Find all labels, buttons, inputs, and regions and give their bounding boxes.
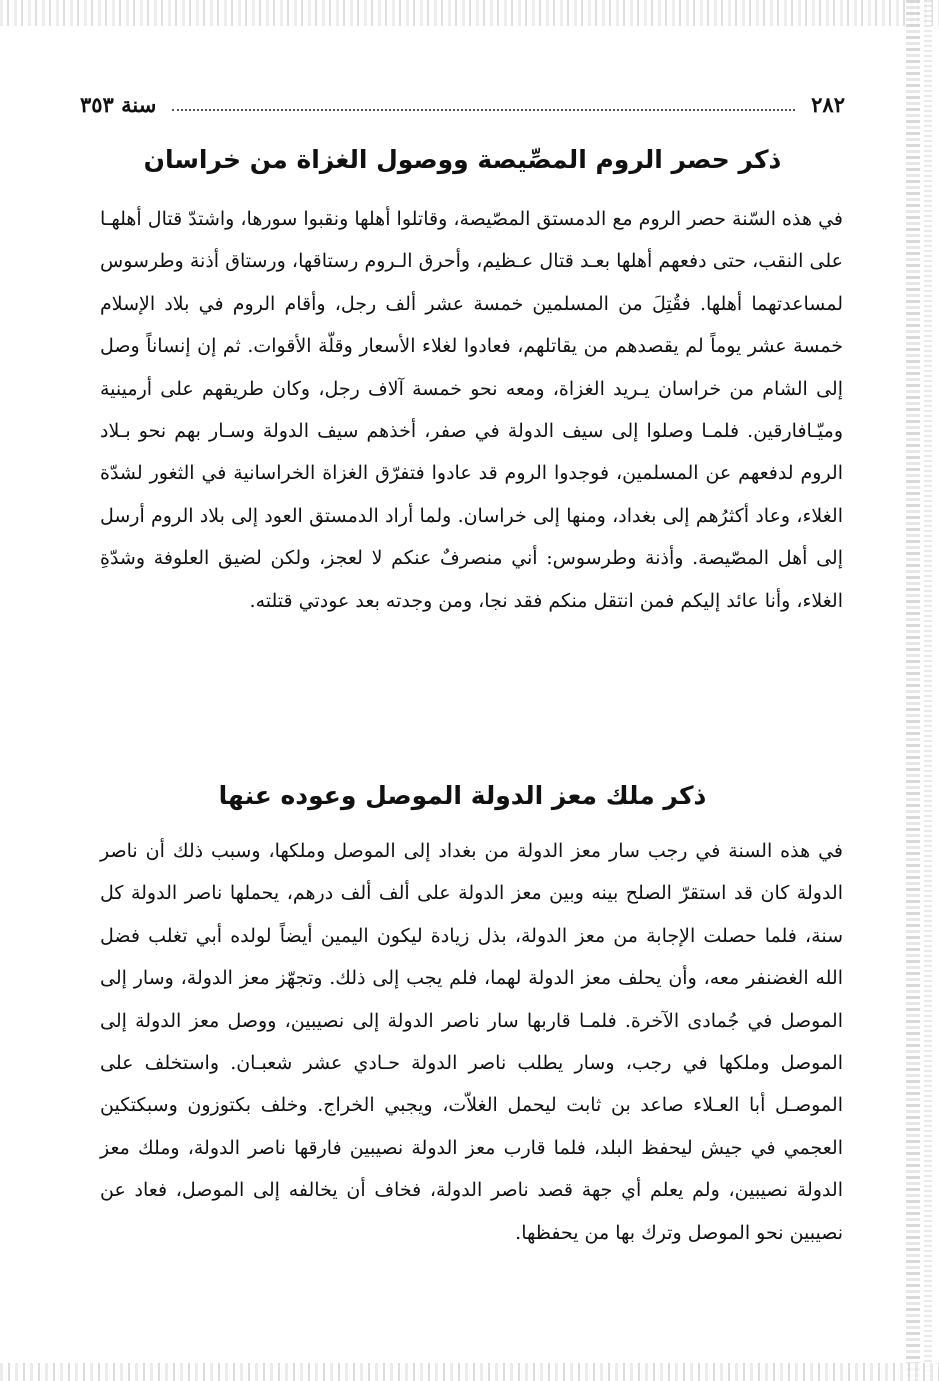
section-body: في هذه السنة في رجب سار معز الدولة من بغداد إلى الموصل وملكها، وسبب ذلك أن ناصر الدولة كان قد استقرّ الصلح بينه وبين معز الدولة على ألف ألف درهم، يحملها ناصر الدولة كل سنة، فلما حصلت الإجابة من معز الدولة، بذل زيادة ليكون اليمين أيضاً لولده أبي تغلب فضل الله الغضنفر معه، وأن يحلف معز الدولة لهما، فلم يجب إلى ذلك. وتجهّز معز الدولة، وسار إلى الموصل في جُمادى الآخرة. فلمـا قاربها سار ناصر الدولة إلى نصيبين، ووصل معز الدولة إلى الموصل وملكها في رجب، وسار يطلب ناصر الدولة حـادي عشر شعبـان. واستخلف على الموصـل أبا العـلاء صاعد بن ثابت ليحمل الغلاّت، ويجبي الخراج. وخلف بكتوزون وسبكتكين العجمي في جيش ليحفظ البلد، فلما قارب معز الدولة نصيبين فارقها ناصر الدولة، وملك معز الدولة نصيبين، ولم يعلم أي جهة قصد ناصر الدولة، فخاف أن يخالفه إلى الموصل، فعاد عن نصيبين نحو الموصل وترك بها من يحفظها. — [100, 840, 843, 1244]
scan-border-right-outer — [924, 0, 932, 1381]
header-dotted-leader — [172, 109, 795, 111]
page-header — [80, 90, 845, 120]
running-head: سنة ٣٥٣ — [80, 92, 157, 117]
page-number: ٢٨٢ — [811, 92, 845, 117]
section-title: ذكر حصر الروم المصِّيصة ووصول الغزاة من خراسان — [143, 145, 782, 174]
scan-border-bottom — [0, 1363, 939, 1381]
scan-border-right — [906, 0, 920, 1381]
scan-border-top — [0, 0, 939, 26]
section-body: في هذه السّنة حصر الروم مع الدمستق المصّيصة، وقاتلوا أهلها ونقبوا سورها، واشتدّ قتال أهلهـا على النقب، حتى دفعهم أهلها بعـد قتال عـظيم، وأحرق الـروم رستاقها، ورستاق أذنة وطرسوس لمساعدتهما أهلها. فقُتِلَ من المسلمين خمسة عشر ألف رجل، وأقام الروم في بلاد الإسلام خمسة عشر يوماً لم يقصدهم من يقاتلهم، فعادوا لغلاء الأسعار وقلّة الأقوات. ثم إن إنساناً وصل إلى الشام من خراسان يـريد الغزاة، ومعه نحو خمسة آلاف رجل، وكان طريقهم على أرمينية وميّـافارقين. فلمـا وصلوا إلى سيف الدولة في صفر، أخذهم سيف الدولة وسـار بهم نحو بـلاد الروم لدفعهم عن المسلمين، فوجدوا الروم قد عادوا فتفرّق الغزاة الخراسانية في الثغور لشدّة الغلاء، وعاد أكثرُهم إلى بغداد، ومنها إلى خراسان. ولما أراد الدمستق العود إلى بلاد الروم أرسل إلى أهل المصّيصة. وأذنة وطرسوس: أني منصرفٌ عنكم لا لعجز، ولكن لضيق العلوفة وشدّةِ الغلاء، وأنا عائد إليكم فمن انتقل منكم فقد نجا، ومن وجدته بعد عودتي قتلته. — [100, 208, 843, 612]
section-title: ذكر ملك معز الدولة الموصل وعوده عنها — [218, 781, 707, 810]
